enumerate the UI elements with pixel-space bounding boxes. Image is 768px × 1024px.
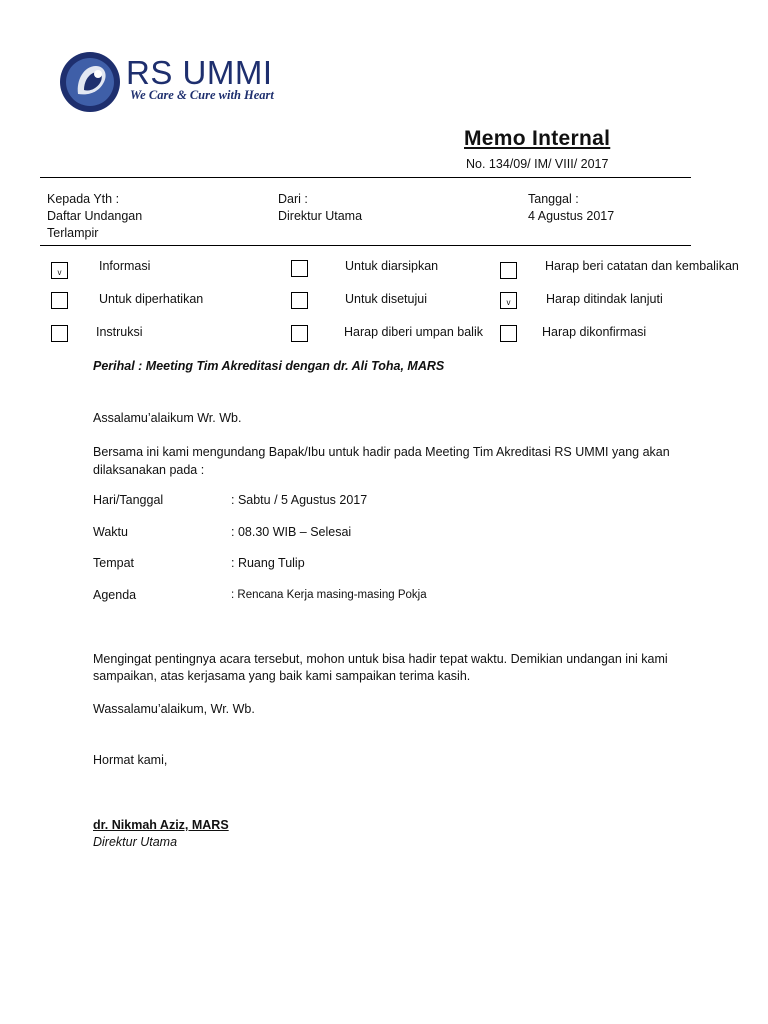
- checkbox-harap-ditindak-lanjuti[interactable]: [500, 292, 517, 309]
- logo-tagline: We Care & Cure with Heart: [130, 88, 274, 102]
- detail-label-place: Tempat: [93, 556, 134, 570]
- detail-label-agenda: Agenda: [93, 588, 137, 602]
- memo-title: Memo Internal: [464, 127, 611, 150]
- memo-number: No. 134/09/ IM/ VIII/ 2017: [466, 157, 609, 171]
- checkbox-label: Untuk diarsipkan: [345, 259, 439, 273]
- checkbox-harap-dikonfirmasi[interactable]: [500, 325, 517, 342]
- checkbox-instruksi[interactable]: [51, 325, 68, 342]
- detail-value-date: : Sabtu / 5 Agustus 2017: [231, 493, 368, 507]
- checkbox-label: Untuk disetujui: [345, 292, 427, 306]
- detail-value-time: : 08.30 WIB – Selesai: [231, 525, 352, 539]
- from-label: Dari :: [278, 192, 308, 206]
- detail-value-place: : Ruang Tulip: [231, 556, 305, 570]
- checkbox-label: Instruksi: [96, 325, 143, 339]
- signer-name: dr. Nikmah Aziz, MARS: [93, 818, 229, 832]
- checkbox-untuk-diarsipkan[interactable]: [291, 260, 308, 277]
- detail-label-date: Hari/Tanggal: [93, 493, 164, 507]
- detail-label-time: Waktu: [93, 525, 128, 539]
- checkbox-label: Harap ditindak lanjuti: [546, 292, 663, 306]
- addressee-divider: [40, 245, 691, 246]
- from-value: Direktur Utama: [278, 209, 363, 223]
- to-value-line2: Terlampir: [47, 226, 99, 240]
- regards: Hormat kami,: [93, 753, 168, 767]
- greeting: Assalamu’alaikum Wr. Wb.: [93, 411, 242, 425]
- header-divider: [40, 177, 691, 178]
- logo-emblem-icon: [58, 50, 122, 114]
- date-label: Tanggal :: [528, 192, 579, 206]
- to-value-line1: Daftar Undangan: [47, 209, 143, 223]
- checkbox-label: Untuk diperhatikan: [99, 292, 204, 306]
- signer-title: Direktur Utama: [93, 835, 178, 849]
- checkbox-label: Informasi: [99, 259, 151, 273]
- intro-line-1: Bersama ini kami mengundang Bapak/Ibu untuk hadir pada Meeting Tim Akreditasi RS UMMI yang akan: [93, 445, 670, 459]
- checkbox-label: Harap beri catatan dan kembalikan: [545, 259, 739, 273]
- farewell: Wassalamu’alaikum, Wr. Wb.: [93, 702, 255, 716]
- checkbox-harap-diberi-umpan-balik[interactable]: [291, 325, 308, 342]
- checkbox-harap-beri-catatan[interactable]: [500, 262, 517, 279]
- hospital-logo: [58, 50, 298, 114]
- intro-line-2: dilaksanakan pada :: [93, 463, 205, 477]
- logo-name: RS UMMI: [126, 54, 273, 91]
- checkbox-label: Harap dikonfirmasi: [542, 325, 647, 339]
- checkbox-label: Harap diberi umpan balik: [344, 325, 483, 339]
- checkbox-untuk-diperhatikan[interactable]: [51, 292, 68, 309]
- checkbox-untuk-disetujui[interactable]: [291, 292, 308, 309]
- check-mark-icon: v: [57, 268, 62, 277]
- memo-subject: Perihal : Meeting Tim Akreditasi dengan dr. Ali Toha, MARS: [93, 359, 445, 373]
- to-label: Kepada Yth :: [47, 192, 120, 206]
- checkbox-informasi[interactable]: [51, 262, 68, 279]
- detail-value-agenda: : Rencana Kerja masing-masing Pokja: [231, 589, 427, 601]
- check-mark-icon: v: [506, 298, 511, 307]
- closing-line-1: Mengingat pentingnya acara tersebut, mohon untuk bisa hadir tepat waktu. Demikian undangan ini kami: [93, 652, 668, 666]
- closing-line-2: sampaikan, atas kerjasama yang baik kami sampaikan terima kasih.: [93, 669, 471, 683]
- date-value: 4 Agustus 2017: [528, 209, 615, 223]
